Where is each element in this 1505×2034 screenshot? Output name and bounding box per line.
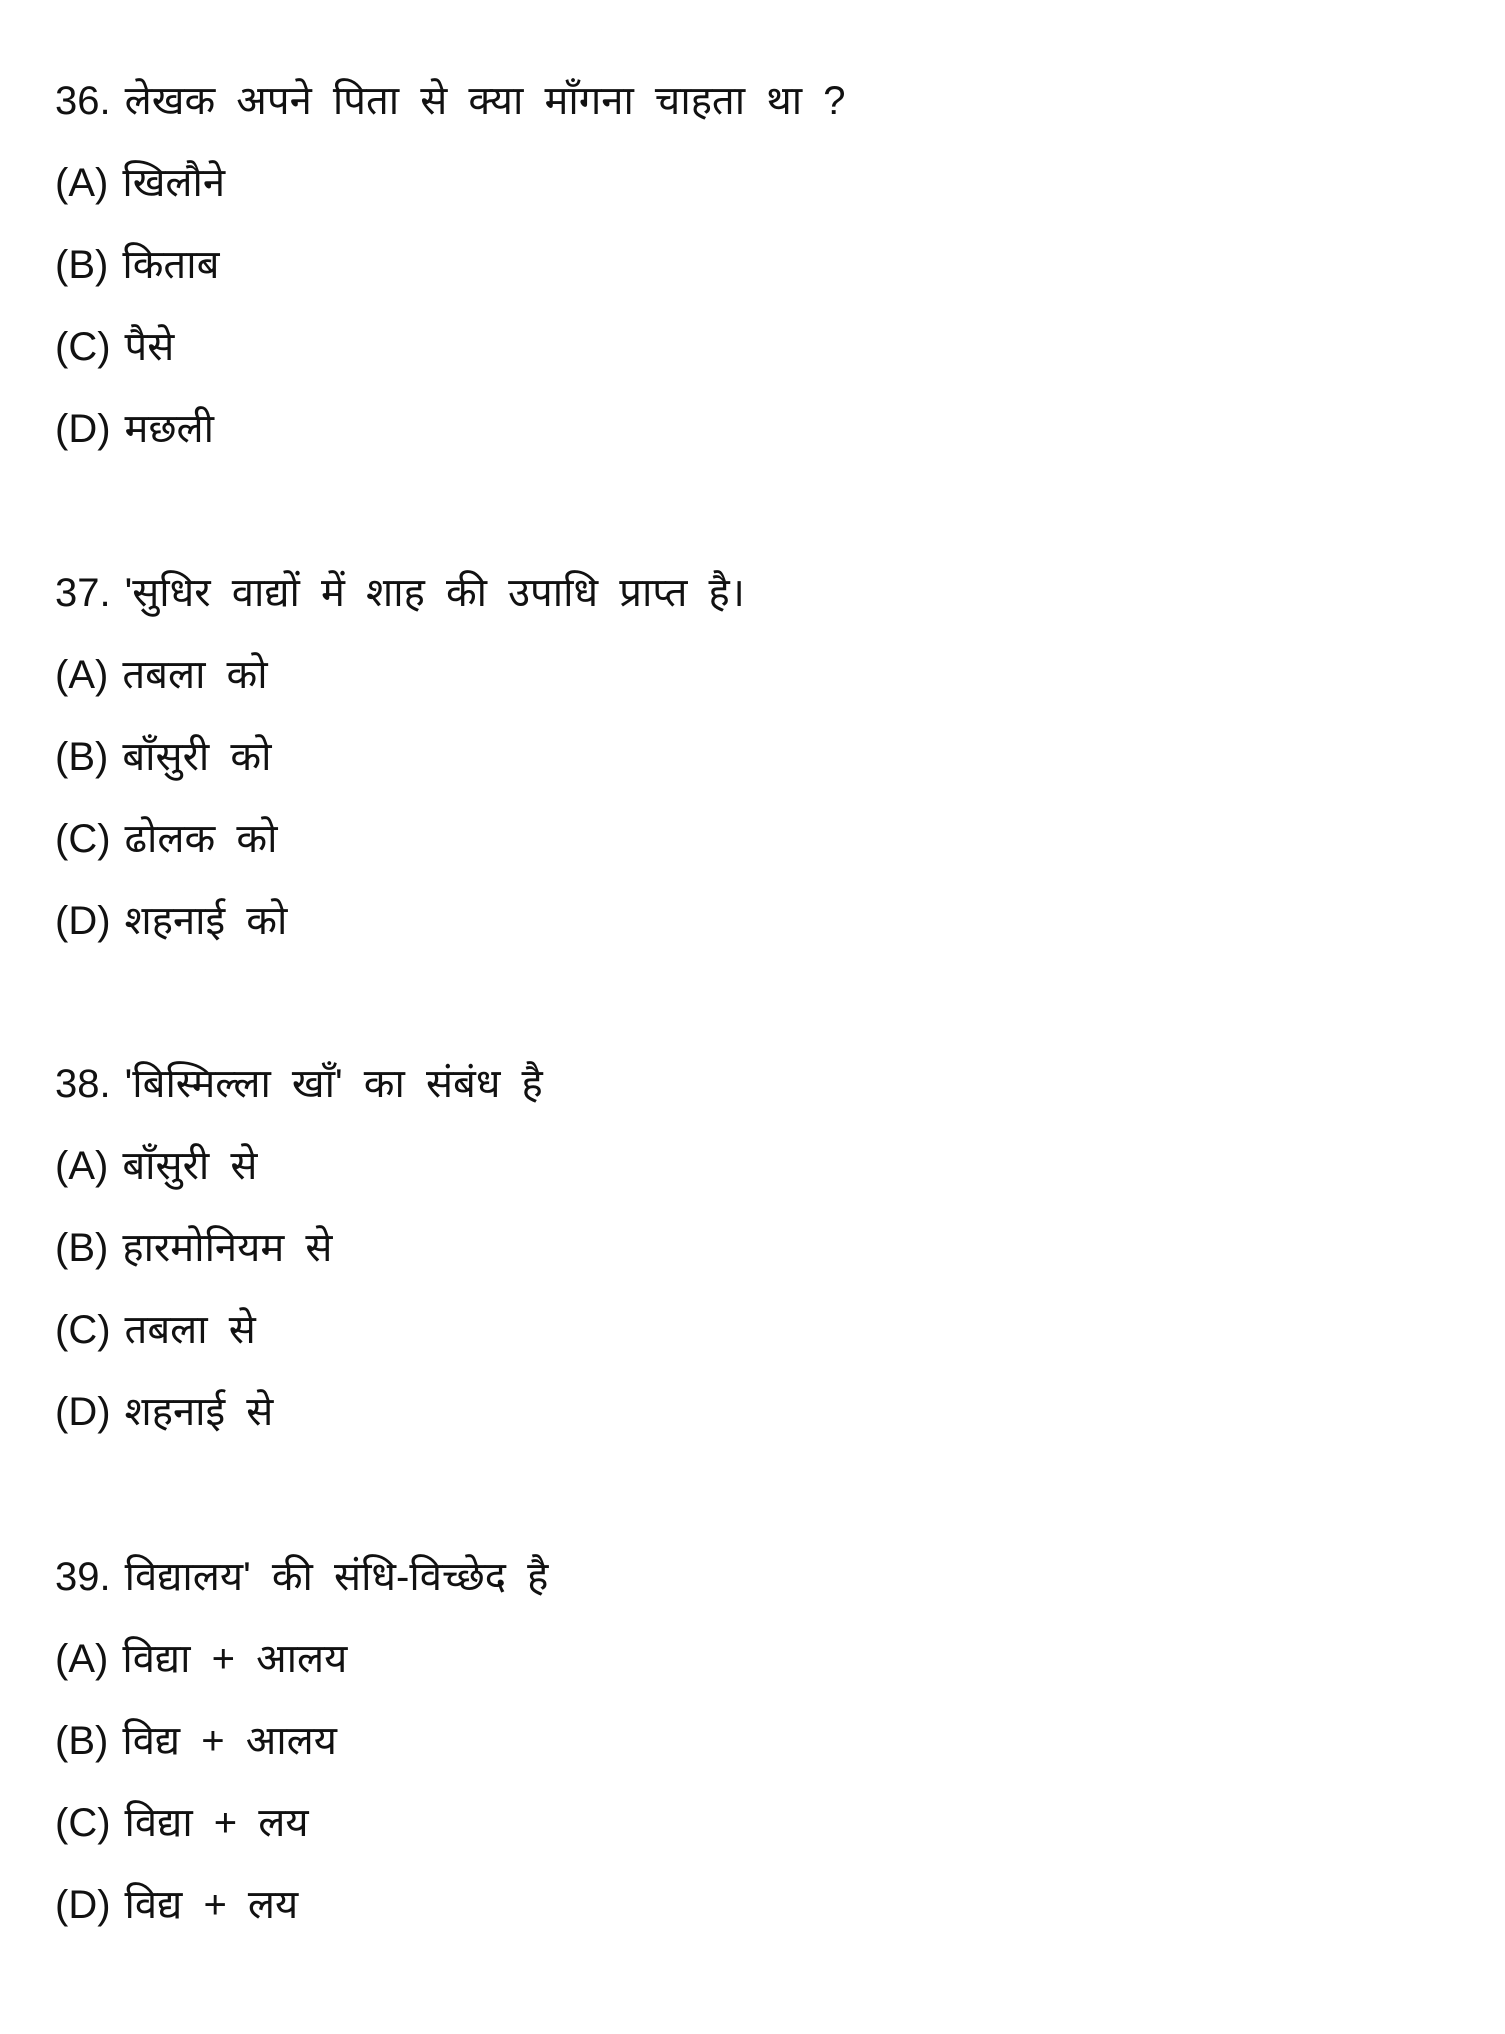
option-label: (A) — [55, 1144, 109, 1188]
answer-option — [55, 1224, 332, 1272]
option-label: (C) — [55, 1308, 111, 1352]
question-text: 'सुधिर वाद्यों में शाह की उपाधि प्राप्त है। — [124, 571, 745, 615]
option-text: हारमोनियम से — [122, 1226, 333, 1270]
question-text: लेखक अपने पिता से क्या माँगना चाहता था ? — [124, 79, 846, 123]
option-text: विद्य + लय — [124, 1883, 299, 1927]
option-label: (A) — [55, 161, 109, 205]
question-text: विद्यालय' की संधि-विच्छेद है — [124, 1555, 549, 1599]
option-label: (D) — [55, 1883, 111, 1927]
option-label: (B) — [55, 735, 109, 779]
option-label: (D) — [55, 407, 111, 451]
option-label: (D) — [55, 899, 111, 943]
option-text: बाँसुरी को — [122, 735, 272, 779]
answer-option — [55, 1635, 347, 1683]
answer-option — [55, 241, 219, 289]
option-text: खिलौने — [122, 161, 226, 205]
question-38 — [55, 1060, 543, 1108]
answer-option — [55, 323, 174, 371]
option-text: मछली — [124, 407, 214, 451]
question-text: 'बिस्मिल्ला खाँ' का संबंध है — [124, 1062, 543, 1106]
question-number: 38. — [55, 1062, 111, 1106]
option-text: पैसे — [124, 325, 175, 369]
answer-option — [55, 733, 271, 781]
option-text: तबला से — [124, 1308, 256, 1352]
answer-option — [55, 651, 268, 699]
answer-option — [55, 815, 277, 863]
option-label: (A) — [55, 1637, 109, 1681]
answer-option — [55, 897, 287, 945]
option-text: किताब — [122, 243, 220, 287]
option-text: तबला को — [122, 653, 268, 697]
option-label: (B) — [55, 1226, 109, 1270]
answer-option — [55, 1142, 257, 1190]
option-label: (B) — [55, 243, 109, 287]
option-label: (C) — [55, 325, 111, 369]
answer-option — [55, 159, 225, 207]
answer-option — [55, 1717, 337, 1765]
question-number: 37. — [55, 571, 111, 615]
question-39 — [55, 1553, 548, 1601]
option-label: (C) — [55, 817, 111, 861]
option-text: विद्य + आलय — [122, 1719, 337, 1763]
question-37 — [55, 569, 745, 617]
question-36 — [55, 77, 845, 125]
option-text: शहनाई को — [124, 899, 288, 943]
answer-option — [55, 1881, 298, 1929]
option-text: विद्या + लय — [124, 1801, 309, 1845]
answer-option — [55, 1388, 273, 1436]
answer-option — [55, 405, 214, 453]
question-number: 36. — [55, 79, 111, 123]
option-text: शहनाई से — [124, 1390, 274, 1434]
option-label: (A) — [55, 653, 109, 697]
option-text: विद्या + आलय — [122, 1637, 348, 1681]
answer-option — [55, 1799, 309, 1847]
option-label: (C) — [55, 1801, 111, 1845]
answer-option — [55, 1306, 256, 1354]
option-label: (B) — [55, 1719, 109, 1763]
option-label: (D) — [55, 1390, 111, 1434]
question-number: 39. — [55, 1555, 111, 1599]
option-text: ढोलक को — [124, 817, 278, 861]
option-text: बाँसुरी से — [122, 1144, 258, 1188]
